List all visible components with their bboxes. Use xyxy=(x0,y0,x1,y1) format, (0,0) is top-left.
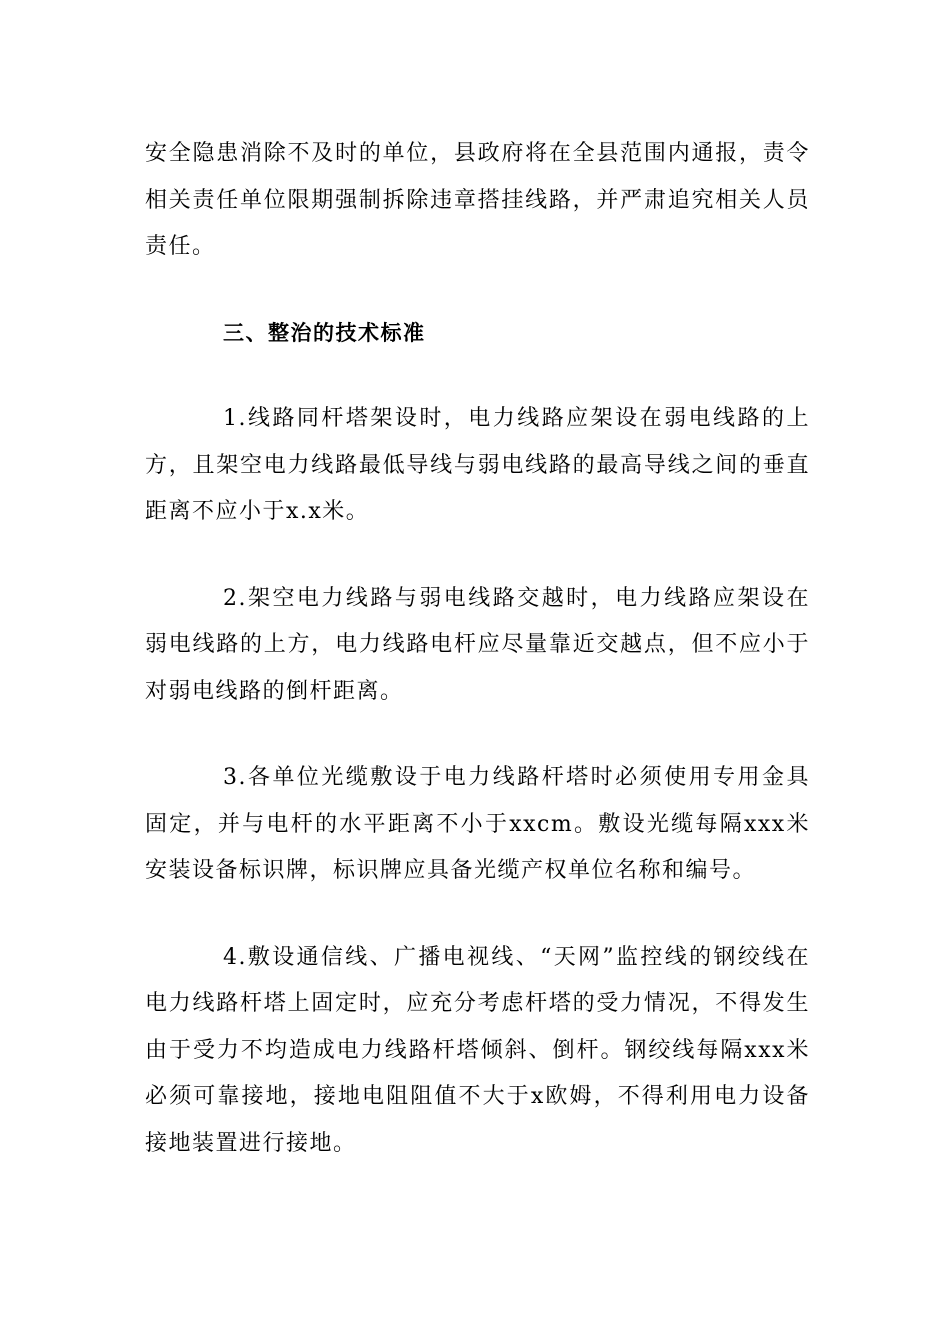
paragraph-item-1: 1.线路同杆塔架设时，电力线路应架设在弱电线路的上方，且架空电力线路最低导线与弱电线路的最高导线之间的垂直距离不应小于x.x米。 xyxy=(145,406,810,524)
paragraph-item-4: 4.敷设通信线、广播电视线、“天网”监控线的钢绞线在电力线路杆塔上固定时，应充分考虑杆塔的受力情况，不得发生由于受力不均造成电力线路杆塔倾斜、倒杆。钢绞线每隔xxx米必须可靠接地，接地电阻阻值不大于x欧姆，不得利用电力设备接地装置进行接地。 xyxy=(145,944,810,1156)
section-heading: 三、整治的技术标准 xyxy=(223,320,426,345)
paragraph-item-2: 2.架空电力线路与弱电线路交越时，电力线路应架设在弱电线路的上方，电力线路电杆应尽量靠近交越点，但不应小于对弱电线路的倒杆距离。 xyxy=(145,585,810,704)
paragraph-continuation: 安全隐患消除不及时的单位，县政府将在全县范围内通报，责令相关责任单位限期强制拆除违章搭挂线路，并严肃追究相关人员责任。 xyxy=(145,141,810,259)
paragraph-item-3: 3.各单位光缆敷设于电力线路杆塔时必须使用专用金具固定，并与电杆的水平距离不小于xxcm。敷设光缆每隔xxx米安装设备标识牌，标识牌应具备光缆产权单位名称和编号。 xyxy=(145,765,810,883)
document-body xyxy=(145,131,810,1207)
